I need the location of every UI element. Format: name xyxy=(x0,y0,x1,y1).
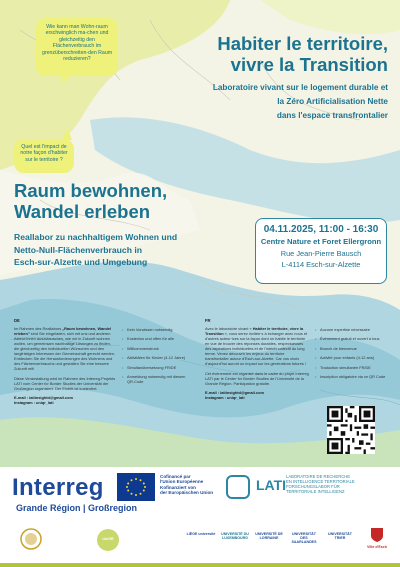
title-fr-line2: vivre la Transition xyxy=(230,54,388,75)
bubble-de-tail xyxy=(60,74,72,84)
event-street: Rue Jean-Pierre Bausch xyxy=(280,248,362,258)
bubble-fr-question xyxy=(14,139,74,173)
fr-intro-bold: Habiter le territoire, vivre la Transition xyxy=(205,326,304,336)
de-bullet-item: • Anmeldung notwendig mit diesem QR-Code xyxy=(122,375,190,385)
de-intro-bold: „Raum bewohnen, Wandel erleben" xyxy=(14,326,112,336)
fr-bullet-item: • Traduction simultanée FR/DE xyxy=(315,366,389,371)
de-intro-lead: Im Rahmen des Reallabors xyxy=(14,326,63,331)
eu-flag-icon xyxy=(117,473,155,501)
subtitle-fr-line3: dans l'espace transfrontalier xyxy=(276,111,388,120)
subtitle-de xyxy=(14,231,254,269)
title-fr-line1: Habiter le territoire, xyxy=(217,33,388,54)
subtitle-de-line3: Esch-sur-Alzette und Umgebung xyxy=(14,257,148,267)
fr-bullet-list xyxy=(315,328,389,384)
lati-full-line4: TERRITORIALE INTELLIGENZ xyxy=(286,489,345,494)
fr-intro-lead: Avec le laboratoire vivant « xyxy=(205,326,253,331)
interreg-logo: Interreg xyxy=(12,474,104,501)
partner-luxembourg: UNIVERSITÉ DU LUXEMBOURG xyxy=(221,532,249,541)
de-bullet-item: • Simultanübersetzung FR/DE xyxy=(122,366,190,371)
de-para2: Diese Veranstaltung wird im Rahmen des Interreg-Projekts LATI vom Center for Border Studies der Universität der Großregion organisiert. Der Eintritt ist kostenfrei. xyxy=(14,376,116,391)
de-bullet-item: • Willkommenstrunk xyxy=(122,347,190,352)
fr-email[interactable]: E-mail : latiinsightd@gmail.com xyxy=(205,390,264,395)
de-bullet-item: • Kostenlos und offen für alle xyxy=(122,337,190,342)
bubble-de-question xyxy=(36,18,118,76)
fr-para2: Cet événement est organisé dans le cadre du projet Interreg LATI par le Center for Border Studies de l'Université de la Grande Région. Participation gratuite. xyxy=(205,371,309,386)
bubble-fr-text: Quel est l'impact de notre façon d'habiter sur le territoire ? xyxy=(20,144,68,163)
partner-liege: LIÈGE université xyxy=(186,532,216,536)
partner-esch: Ville d'Esch xyxy=(367,545,387,549)
partner-lorraine: UNIVERSITÉ DE LORRAINE xyxy=(255,532,283,541)
lati-name: LATI xyxy=(256,477,287,493)
event-info-box xyxy=(255,218,387,284)
lati-logo-icon xyxy=(226,475,250,499)
de-bullet-item: • Kein Vorwissen notwendig xyxy=(122,328,190,333)
event-city: L-4114 Esch-sur-Alzette xyxy=(281,259,361,269)
subtitle-fr-line2: la Zéro Artificialisation Nette xyxy=(277,97,388,106)
subtitle-de-line2: Netto-Null-Flächenverbrauch in xyxy=(14,244,142,255)
fr-text-column xyxy=(205,326,309,400)
bottom-accent-bar xyxy=(0,563,400,567)
lati-full-line3: FORSCHUNGSLABOR FÜR xyxy=(286,484,340,489)
lati-full-line2: EN INTELLIGENCE TERRITORIALE xyxy=(286,479,355,484)
partner-trier: UNIVERSITÄT TRIER xyxy=(328,532,352,541)
event-datetime: 04.11.2025, 11:00 - 16:30 xyxy=(263,224,379,235)
fr-bullet-item: • Brunch de bienvenue xyxy=(315,347,389,352)
fr-label: FR xyxy=(205,318,211,323)
fr-bullet-item: • Événement gratuit et ouvert à tous xyxy=(315,337,389,342)
de-bullet-list xyxy=(122,328,190,389)
lati-full-name xyxy=(286,474,355,494)
registration-qr-code[interactable] xyxy=(327,406,375,454)
partner-saarland: UNIVERSITÄT DES SAARLANDES xyxy=(291,532,317,545)
subtitle-fr xyxy=(130,81,388,123)
eu-de-line1: Kofinanziert von xyxy=(160,484,196,490)
eu-fr-line2: l'Union Européenne xyxy=(160,479,204,485)
fr-bullet-item: • Inscription obligatoire via ce QR Code xyxy=(315,375,389,380)
interreg-region: Grande Région | Großregion xyxy=(16,503,138,513)
fr-bullet-item: • Activité pour enfants (4-12 ans) xyxy=(315,356,389,361)
subtitle-de-line1: Reallabor zu nachhaltigem Wohnen und xyxy=(14,232,178,242)
partner-unigr: UniGR xyxy=(102,537,114,541)
de-text-column xyxy=(14,326,116,405)
esch-crest-icon xyxy=(370,527,384,543)
eu-de-line2: der Europäischen Union xyxy=(160,490,214,496)
bubble-fr-tail xyxy=(62,128,74,140)
subtitle-fr-line1: Laboratoire vivant sur le logement durable et xyxy=(212,83,388,92)
de-intro-rest: sind Sie eingeladen, sich mit uns und anderen Akteur:innen auszutauschen, wie wir in Zukunft wohnen wollen, um gemeinsam nachhaltige Lösungen zu finden, die gleichzeitig den individuellen Wünschen und den langfristigen Interessen der Gemeinschaft gerecht werden. Entdecken Sie die Herausforderungen des Wohnens und des Flächenverbrauchs und gestalten Sie eine bessere Zukunft mit! xyxy=(14,331,115,371)
de-label: DE xyxy=(14,318,20,323)
title-fr xyxy=(118,33,388,75)
eu-cofunding-text xyxy=(160,474,213,496)
de-instagram[interactable]: Instagram : uniqr_lati xyxy=(14,400,54,405)
de-bullet-item: • Aktivitäten für Kinder (4-12 Jahre) xyxy=(122,356,190,361)
bubble-de-text: Wie kann man Wohn-raum erschwinglich ma-chen und gleichzeitig den Flächenverbrauch im grenzüberschreiten-den Raum reduzieren? xyxy=(41,24,113,63)
title-de-line1: Raum bewohnen, xyxy=(14,180,168,201)
de-intro xyxy=(14,326,116,371)
fr-intro xyxy=(205,326,309,366)
title-de xyxy=(14,180,274,222)
lati-full-line1: LABORATOIRE DE RECHERCHE xyxy=(286,474,351,479)
event-venue: Centre Nature et Foret Ellergronn xyxy=(260,237,382,246)
fr-bullet-item: • Aucune expertise nécessaire xyxy=(315,328,389,333)
title-de-line2: Wandel erleben xyxy=(14,201,151,222)
university-seal-icon xyxy=(20,528,42,550)
de-email[interactable]: E-mail : latiinsightd@gmail.com xyxy=(14,395,73,400)
eu-fr-line1: Cofinancé par xyxy=(160,474,191,479)
fr-intro-rest: », vous serez invitée·s à échanger avec nous et d'autres acteur·ices sur la façon dont on habite le territoire en vue de trouver des réponses durables, respectueuses des aspirations individuelles et de l'intérêt collectif du long terme. Venez découvrir les enjeux du territoire transfrontalier autour d'Esch-sur-Alzette. Car vos choix d'aujourd'hui auront un impact sur les générations futures ! xyxy=(205,331,308,366)
fr-instagram[interactable]: Instagram : uniqr_lati xyxy=(205,395,245,400)
